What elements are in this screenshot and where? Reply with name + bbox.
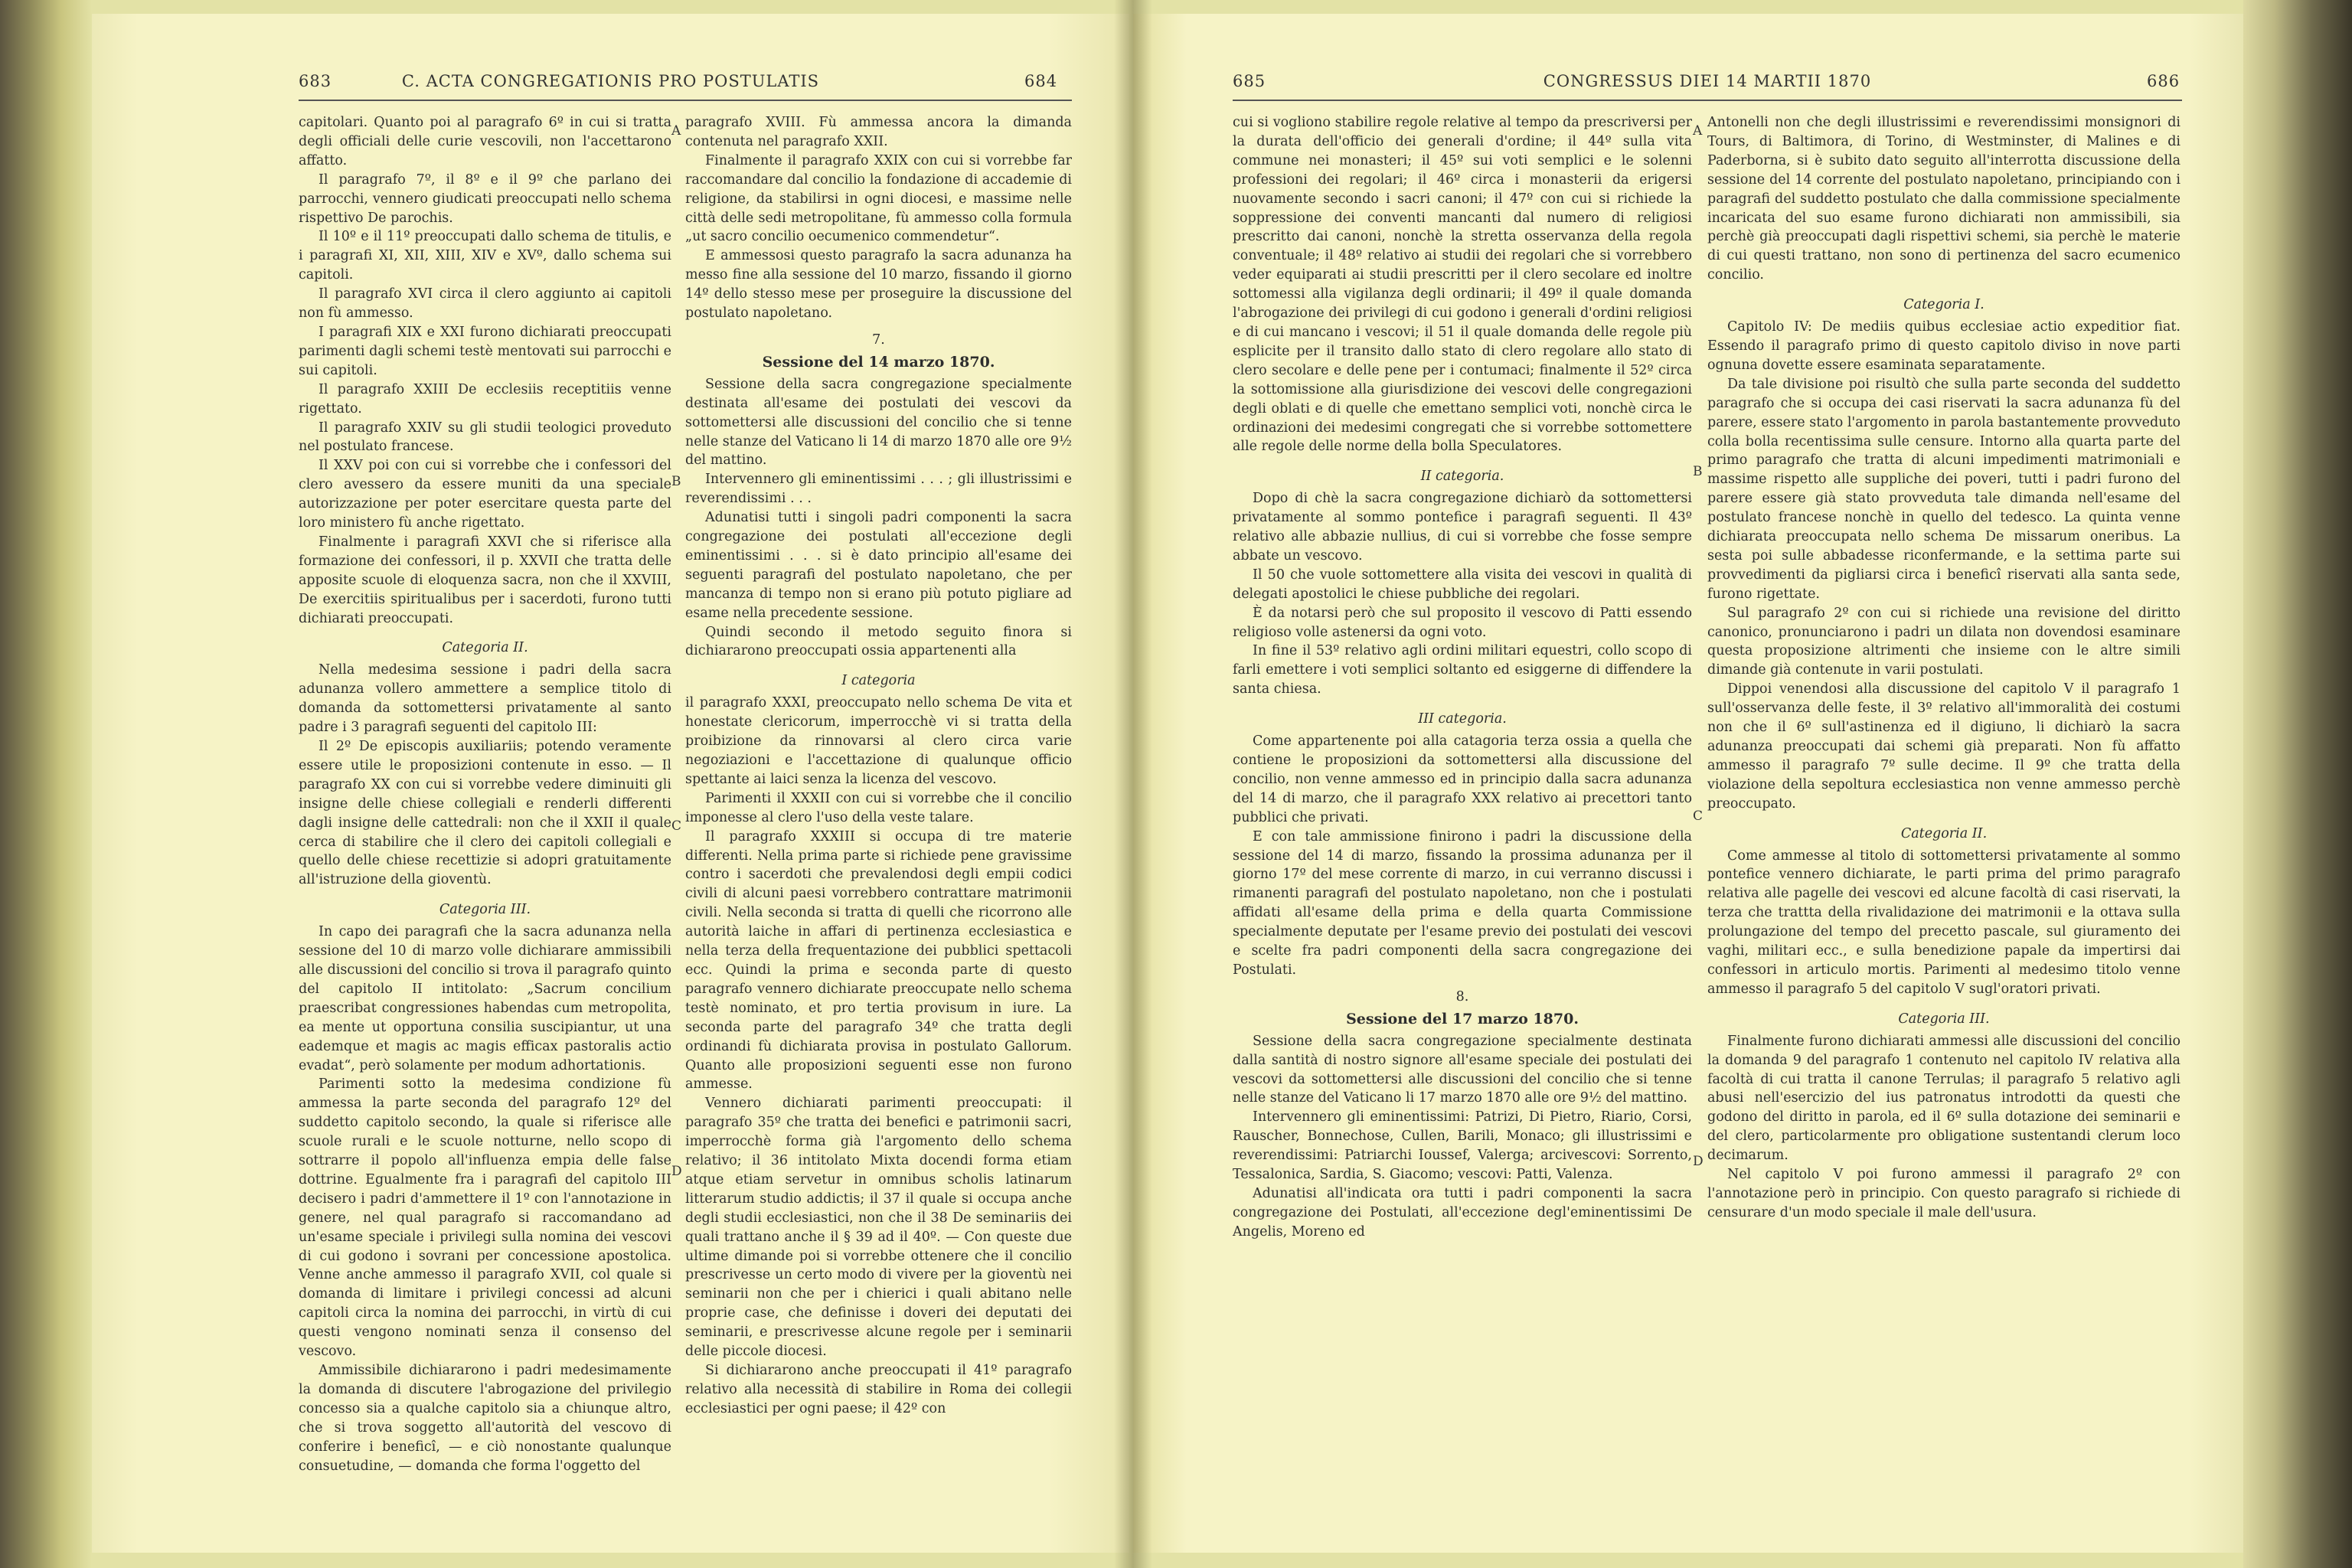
- paragraph: Adunatisi all'indicata ora tutti i padri componenti la sacra congregazione dei Postulati, all'eccezione degl'eminentissimi De Angelis, Moreno ed: [1233, 1185, 1692, 1240]
- paragraph: il paragrafo XXXI, preoccupato nello schema De vita et honestate clericorum, imperrocchè vi si tratta della proibizione da rinnovarsi al clero circa varie negoziazioni e l'accettazione di qualunque officio spettante ai laici senza la licenza del vescovo.: [685, 695, 1072, 787]
- paragraph: Il paragrafo XXIV su gli studii teologici proveduto nel postulato francese.: [299, 420, 671, 455]
- right-column-2: [1707, 113, 2180, 1223]
- paragraph: È da notarsi però che sul proposito il vescovo di Patti essendo religioso volle astenersi da ogni voto.: [1233, 605, 1692, 640]
- paragraph: cui si vogliono stabilire regole relative al tempo da prescriversi per la durata dell'officio dei generali d'ordine; il 44º sulla vita commune nei monasteri; il 45º sui voti semplici e le solenni professioni dei regolari; il 46º circa i monasterii da erigersi nuovamente secondo i sacri canoni; il 47º con cui si richiede la soppressione dei conventi mancanti dal numero di religiosi prescritto dai canoni, nonchè la stretta osservanza della regola conventuale; il 48º relativo ai studii dei regolari che si vorrebbero veder equiparati ai studii prescritti per il clero secolare ed inoltre sottomessi alla vigilanza degli ordinarii; il 49º il quale domanda l'abrogazione dei privilegi di cui godono i generali d'ordini religiosi e di cui mancano i vescovi; il 51 il quale domanda delle regole più esplicite per il transito dallo stato di clero regolare allo stato di clero secolare e delle pene per i contumaci; finalmente il 52º circa la sottomissione alla giurisdizione dei vescovi delle congregazioni degli oblati e di quelle che emettano semplici voti, nonchè circa le ordinazioni dei medesimi congregati che si vorrebbe sottomettere alle regole delle norme della bolla Speculatores.: [1233, 115, 1692, 455]
- paragraph: Finalmente il paragrafo XXIX con cui si vorrebbe far raccomandare dal concilio la fondazione di accademie di religione, da stabilirsi in ogni diocesi, e massime nelle città delle sedi metropolitane, fù ammesso colla formula „ut sacro concilio oecumenico commendetur“.: [685, 152, 1072, 245]
- category-heading: Categoria I.: [1903, 297, 1984, 313]
- session-heading: Sessione del 17 marzo 1870.: [1346, 1010, 1579, 1027]
- paragraph: Sul paragrafo 2º con cui si richiede una revisione del diritto canonico, pronunciarono i padri un dilata non dovendosi esaminare questa proposizione altrimenti che insieme con le altre simili dimande già contenute in varii postulati.: [1707, 605, 2180, 678]
- paragraph: Come ammesse al titolo di sottomettersi privatamente al sommo pontefice vennero dichiarate, le parti prima del primo paragrafo relativa alle pagelle dei vescovi ed alcune facoltà di casi riservati, la terza che trattta della rivalidazione dei matrimonii e la ottava sulla prolungazione del tempo del precetto pascale, sul giuramento dei vaghi, militari ecc., e sulla benedizione papale da impertirsi dai confessori in articulo mortis. Parimenti al medesimo titolo venne ammesso il paragrafo 5 del capitolo V sugl'oratori privati.: [1707, 848, 2180, 997]
- paragraph: Intervennero gli eminentissimi: Patrizi, Di Pietro, Riario, Corsi, Rauscher, Bonnechose, Cullen, Barili, Monaco; gli illustrissimi e reverendissimi: Patriarchi Ioussef, Valerga; arcivescovi: Sorrento, Tessalonica, Sardia, S. Giacomo; vescovi: Patti, Valenza.: [1233, 1109, 1692, 1183]
- paragraph: Dippoi venendosi alla discussione del capitolo V il paragrafo 1 sull'osservanza delle feste, il 3º relativo all'immoralità dei costumi non che il 6º sull'astinenza ed il digiuno, li dichiarò la sacra adunanza preoccupati dai schemi già preparati. Non fù affatto ammesso il paragrafo 7º sulle decime. Il 9º che tratta della violazione della sepoltura ecclesiastica non venne ammesso perchè preoccupato.: [1707, 681, 2180, 812]
- margin-letter-d: D: [671, 1164, 682, 1179]
- left-header-rule: [299, 100, 1072, 101]
- paragraph: capitolari. Quanto poi al paragrafo 6º in cui si tratta degli officiali delle curie vescovili, non l'accettarono affatto.: [299, 115, 671, 168]
- paragraph: Parimenti sotto la medesima condizione fù ammessa la parte seconda del paragrafo 12º del suddetto capitolo secondo, la quale si riferisce alle scuole rurali e le scuole notturne, nello scopo di sottrarre il popolo all'influenza empia delle false dottrine. Egualmente fra i paragrafi del capitolo III decisero i padri d'ammettere il 1º con l'annotazione in genere, nel qual paragrafo si raccomandano ad un'esame speciale i privilegi sulla nomina dei vescovi di cui godono i sovrani per concessione apostolica. Venne anche ammesso il paragrafo XVII, col quale si domanda di limitare i privilegi concessi ad alcuni capitoli circa la nomina dei parrocchi, in virtù di cui questi vengono nominati senza il consenso del vescovo.: [299, 1076, 671, 1360]
- paragraph: Il paragrafo XXXIII si occupa di tre materie differenti. Nella prima parte si richiede pene gravissime contro i sacerdoti che prevalendosi degli empii codici civili di alcuni paesi vorrebbero contrattare matrimonii civili. Nella seconda si tratta di quelli che ricorrono alle autorità laiche in affari di pertinenza ecclesiastica e nella terza della frequentazione dei pubblici spettacoli ecc. Quindi la prima e seconda parte di questo paragrafo vennero dichiarate preoccupate nello schema testè nominato, et pro tertia provisum in iure. La seconda parte del paragrafo 34º che tratta degli ordinandi fù dichiarata provisa in postulato Gallorum. Quanto alle proposizioni seguenti esse non furono ammesse.: [685, 828, 1072, 1093]
- page-number-683: 683: [299, 72, 332, 90]
- category-heading: III categoria.: [1418, 711, 1507, 727]
- page-number-686: 686: [2147, 72, 2180, 90]
- paragraph: Come appartenente poi alla catagoria terza ossia a quella che contiene le proposizioni da sottomettersi alla discussione del concilio, non venne ammesso ed in principio dalla sacra adunanza del 14 di marzo, che il paragrafo XXX relativo ai precettori tanto pubblici che privati.: [1233, 733, 1692, 825]
- book-gutter: [1114, 0, 1152, 1568]
- right-page: [1133, 14, 2243, 1553]
- category-heading: Categoria II.: [1900, 825, 1988, 841]
- page-block-edge: [2243, 0, 2352, 1568]
- left-column-2: [685, 113, 1072, 1419]
- paragraph: Il 50 che vuole sottomettere alla visita dei vescovi in qualità di delegati apostolici le chiese pubbliche dei regolari.: [1233, 567, 1692, 602]
- margin-letter-a: A: [1693, 123, 1703, 139]
- paragraph: I paragrafi XIX e XXI furono dichiarati preoccupati parimenti dagli schemi testè mentovati sui parrocchi e sui capitoli.: [299, 324, 671, 378]
- left-column-1: [299, 113, 671, 1475]
- paragraph: Adunatisi tutti i singoli padri componenti la sacra congregazione dei postulati all'eccezione degli eminentissimi . . . si è dato principio all'esame dei seguenti paragrafi del postulato napoletano, che per mancanza di tempo non si erano più potuto pigliare ad esame nella precedente sessione.: [685, 510, 1072, 621]
- paragraph: Quindi secondo il metodo seguito finora si dichiararono preoccupati ossia appartenenti alla: [685, 624, 1072, 659]
- paragraph: Dopo di chè la sacra congregazione dichiarò da sottomettersi privatamente al sommo pontefice i paragrafi seguenti. Il 43º relativo alle abbazie nullius, di cui si vorrebbe che fosse sempre abbate un vescovo.: [1233, 491, 1692, 564]
- paragraph: Ammissibile dichiararono i padri medesimamente la domanda di discutere l'abrogazione del privilegio concesso sia a qualche capitolo sia a chiunque altro, che si trova soggetto all'autorità del vescovo di conferire i beneficî, — e ciò nonostante qualunque consuetudine, — domanda che forma l'oggetto del: [299, 1363, 671, 1474]
- paragraph: Il 2º De episcopis auxiliariis; potendo veramente essere utile le proposizioni contenute in esso. — Il paragrafo XX con cui si vorrebbe vedere diminuiti gli insigne delle chiese collegiali e renderli differenti dagli insigne delle cattedrali: non che il XXII il quale cerca di stabilire che il clero dei capitoli collegiali e quello delle chiese recettizie si adopri gratuitamente all'istruzione della gioventù.: [299, 739, 671, 888]
- margin-letter-c: C: [1693, 808, 1704, 824]
- paragraph: Nella medesima sessione i padri della sacra adunanza vollero ammettere a semplice titolo di domanda da sottomettersi privatamente al santo padre i 3 paragrafi seguenti del capitolo III:: [299, 662, 671, 736]
- left-header-title: C. ACTA CONGREGATIONIS PRO POSTULATIS: [401, 72, 820, 90]
- paragraph: Parimenti il XXXII con cui si vorrebbe che il concilio imponesse al clero l'uso della veste talare.: [685, 790, 1072, 825]
- paragraph: Il XXV poi con cui si vorrebbe che i confessori del clero avessero da essere muniti da una speciale autorizzazione per poter esercitare questa parte del loro ministero fù anche rigettato.: [299, 458, 671, 531]
- paragraph: Da tale divisione poi risultò che sulla parte seconda del suddetto paragrafo che si occupa dei casi riservati la sacra adunanza fù del parere, essere stato l'argomento in parola bastantemente provveduto colla bolla recentissima sulle censure. Intorno alla quarta parte del primo paragrafo che tratta di alcuni impedimenti matrimoniali e massime rispetto alle suppliche dei poveri, tutti i padri furono del parere essere già stato provveduta tale dimanda nell'esame del postulato francese nonchè in quello del tedesco. La quinta venne dichiarata preoccupata nello schema De missarum oneribus. La sesta poi sulle abbadesse riconfermande, e la settima parte sui provvedimenti da pigliarsi circa i beneficî riservati alla santa sede, furono rigettate.: [1707, 376, 2180, 602]
- paragraph: Capitolo IV: De mediis quibus ecclesiae actio expeditior fiat. Essendo il paragrafo primo di questo capitolo diviso in nove parti ognuna dovette essere esaminata separatamente.: [1707, 319, 2180, 373]
- paragraph: Si dichiararono anche preoccupati il 41º paragrafo relativo alla necessità di stabilire in Roma dei collegii ecclesiastici per ogni paese; il 42º con: [685, 1363, 1072, 1416]
- right-header-rule: [1233, 100, 2182, 101]
- category-heading: Categoria II.: [442, 640, 528, 656]
- paragraph: Finalmente i paragrafi XXVI che si riferisce alla formazione dei confessori, il p. XXVII che tratta delle apposite scuole di eloquenza sacra, non che il XXVIII, De exercitiis spiritualibus per i sacerdoti, furono tutti dichiarati preoccupati.: [299, 534, 671, 626]
- margin-letter-d: D: [1693, 1154, 1704, 1169]
- margin-letter-a: A: [671, 123, 681, 139]
- paragraph: Il paragrafo 7º, il 8º e il 9º che parlano dei parrocchi, vennero giudicati preoccupati nello schema rispettivo De parochis.: [299, 172, 671, 226]
- paragraph: Intervennero gli eminentissimi . . . ; gli illustrissimi e reverendissimi . . .: [685, 472, 1072, 507]
- category-heading: Categoria III.: [439, 902, 531, 918]
- paragraph: paragrafo XVIII. Fù ammessa ancora la dimanda contenuta nel paragrafo XXII.: [685, 115, 1072, 149]
- paragraph: In fine il 53º relativo agli ordini militari equestri, collo scopo di farli emettere i voti semplici soltanto ed esiggerne di diffendere la santa chiesa.: [1233, 643, 1692, 697]
- section-number: 7.: [872, 332, 885, 348]
- category-heading: I categoria: [841, 673, 916, 689]
- paragraph: Il paragrafo XXIII De ecclesiis receptitiis venne rigettato.: [299, 381, 671, 416]
- paragraph: Finalmente furono dichiarati ammessi alle discussioni del concilio la domanda 9 del paragrafo 1 contenuto nel capitolo IV relativa alla facoltà di cui tratta il canone Terrulas; il paragrafo 5 relativo agli abusi nell'esercizio del ius patronatus introdotti da questi che godono del diritto in parola, ed il 6º sulla dotazione dei seminarii e del clero, particolarmente pro obligatione sustentandi clerum loco decimarum.: [1707, 1033, 2180, 1164]
- paragraph: Nel capitolo V poi furono ammessi il paragrafo 2º con l'annotazione però in principio. Con questo paragrafo si richiede di censurare d'un modo speciale il male dell'usura.: [1707, 1167, 2180, 1220]
- right-header-title: CONGRESSUS DIEI 14 MARTII 1870: [1543, 72, 1872, 90]
- category-heading: Categoria III.: [1898, 1011, 1990, 1027]
- paragraph: Vennero dichiarati parimenti preoccupati: il paragrafo 35º che tratta dei benefici e patrimonii sacri, imperrocchè forma già l'argomento dello schema relativo; il 36 intitolato Mixta docendi forma etiam atque etiam servetur in omnibus scholis latinarum litterarum studio addictis; il 37 il quale si occupa anche degli studii ecclesiastici, non che il 38 De seminariis dei quali trattano anche il § 39 ad il 40º. — Con queste due ultime dimande poi si vorrebbe ottenere che il concilio prescrivesse un certo modo di vivere per la gioventù nei seminarii non che per i chierici i quali abitano nelle proprie case, che definisse i doveri dei deputati dei seminarii, e prescrivesse alcune regole per i seminarii delle piccole diocesi.: [685, 1096, 1072, 1360]
- paragraph: Il 10º e il 11º preoccupati dallo schema de titulis, e i paragrafi XI, XII, XIII, XIV e XVº, dallo schema sui capitoli.: [299, 229, 671, 283]
- page-number-684: 684: [1024, 72, 1058, 90]
- paragraph: E ammessosi questo paragrafo la sacra adunanza ha messo fine alla sessione del 10 marzo, fissando il giorno 14º dello stesso mese per proseguire la discussione del postulato napoletano.: [685, 248, 1072, 322]
- paragraph: In capo dei paragrafi che la sacra adunanza nella sessione del 10 di marzo volle dichiarare ammissibili alle discussioni del concilio si trova il paragrafo quinto del capitolo II intitolato: „Sacrum concilium praescribat congressiones habendas cum metropolita, ea mente ut opportuna consilia suscipiantur, ut una eademque et magis ac magis efficax pastoralis actio evadat“, però solamente per modum adhortationis.: [299, 924, 671, 1073]
- paragraph: Il paragrafo XVI circa il clero aggiunto ai capitoli non fù ammesso.: [299, 286, 671, 322]
- paragraph: Antonelli non che degli illustrissimi e reverendissimi monsignori di Tours, di Baltimora, di Torino, di Westminster, di Malines e di Paderborna, si è subito dato seguito all'interrotta discussione della sessione del 14 corrente del postulato napoletano, principiando con i paragrafi del suddetto postulato che dalla commissione specialmente incaricata del suo esame furono dichiarati non ammissibili, sia perchè già preoccupati dagli rispettivi schemi, sia perchè le materie di cui questi trattano, non sono di pertinenza del sacro ecumenico concilio.: [1707, 115, 2180, 283]
- left-running-head: [92, 72, 1129, 103]
- margin-letter-b: B: [671, 474, 681, 489]
- margin-letter-b: B: [1693, 464, 1703, 479]
- margin-letter-c: C: [671, 818, 682, 834]
- left-page: [92, 14, 1129, 1553]
- section-number: 8.: [1455, 988, 1469, 1004]
- right-running-head: [1133, 72, 2243, 103]
- paragraph: Sessione della sacra congregazione specialmente destinata dalla santità di nostro signore all'esame speciale dei postulati dei vescovi da sottomettersi alle discussioni del concilio che si tenne nelle stanze del Vaticano li 17 marzo 1870 alle ore 9½ del mattino.: [1233, 1033, 1692, 1106]
- page-number-685: 685: [1233, 72, 1266, 90]
- paragraph: Sessione della sacra congregazione specialmente destinata all'esame dei postulati dei vescovi da sottomettersi alle discussioni del concilio che si tenne nelle stanze del Vaticano li 14 di marzo 1870 alle ore 9½ del mattino.: [685, 376, 1072, 469]
- paragraph: E con tale ammissione finirono i padri la discussione della sessione del 14 di marzo, fissando la prossima adunanza per il giorno 17º del mese corrente di marzo, in cui verranno discussi i rimanenti paragrafi del postulato napoletano, non che i postulati affidati all'esame della prima e della quarta Commissione specialmente deputate per l'esame previo dei postulati dei vescovi e scelte fra padri componenti della sacra congregazione dei Postulati.: [1233, 828, 1692, 978]
- session-heading: Sessione del 14 marzo 1870.: [762, 353, 995, 371]
- right-column-1: [1233, 113, 1692, 1242]
- category-heading: II categoria.: [1420, 469, 1504, 485]
